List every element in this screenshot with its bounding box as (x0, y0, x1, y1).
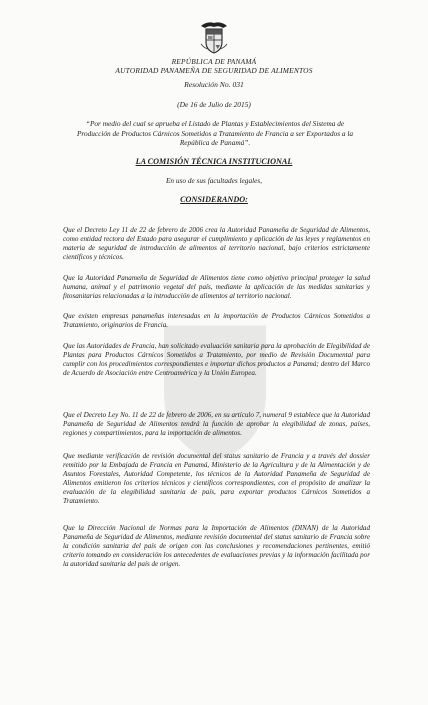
paragraph-5: Que el Decreto Ley No. 11 de 22 de febrero de 2006, en su artículo 7, numeral 9 establece que la Autoridad Panameña de Seguridad de Alimentos tendrá la función de aprobar la elegibilidad de zonas, países, regiones y compartimientos, para la importación de alimentos. (63, 411, 370, 438)
paragraph-4: Que las Autoridades de Francia, han solicitado evaluación sanitaria para la aprobación de Elegibilidad de Plantas para Productos Cárnicos Sometidos a Tratamiento, por medio de Revisión Documental para cumplir con los procedimientos correspondientes e importar dichos productos a Panamá; dentro del Marco de Acuerdo de Asociación entre Centroamérica y la Unión Europea. (63, 342, 370, 378)
coat-of-arms-seal (199, 20, 229, 54)
paragraph-7: Que la Dirección Nacional de Normas para la Importación de Alimentos (DINAN) de la Autoridad Panameña de Seguridad de Alimentos, mediante revisión documental del status sanitario de Francia sobre la condición sanitaria del país de origen con las conclusiones y recomendaciones pertinentes, emitió criterio tomando en consideración los antecedentes de evaluaciones previas y la información facilitada por la autoridad sanitaria del país de origen. (63, 524, 370, 569)
faculties-line: En uso de sus facultades legales, (165, 176, 263, 185)
paragraph-6: Que mediante verificación de revisión documental del status sanitario de Francia y a través del dossier remitido por la Embajada de Francia en Panamá, Ministerio de la Agricultura y de la Alimentación y de Asuntos Forestales, Autoridad Competente, los técnicos de la Autoridad Panameña de Seguridad de Alimentos emitieron los criterios técnicos y científicos correspondientes, con el propósito de analizar la evaluación de la elegibilidad sanitaria de país, para exportar productos Cárnicos Sometidos a Tratamiento. (63, 452, 370, 506)
paragraph-2: Que la Autoridad Panameña de Seguridad de Alimentos tiene como objetivo principal proteger la salud humana, animal y el patrimonio vegetal del país, mediante la aplicación de las medidas sanitarias y fitosanitarias relacionadas a la introducción de alimentos al territorio nacional. (63, 274, 370, 301)
paragraph-1: Que el Decreto Ley 11 de 22 de febrero de 2006 crea la Autoridad Panameña de Seguridad de Alimentos, como entidad rectora del Estado para asegurar el cumplimiento y aplicación de las leyes y reglamentos en materia de seguridad de introducción de alimentos al territorio nacional, bajo criterios estrictamente científicos y técnicos. (63, 226, 370, 262)
country-heading: REPÚBLICA DE PANAMÁ (171, 57, 257, 66)
resolution-number: Resolución No. 031 (184, 80, 244, 89)
commission-heading: LA COMISIÓN TÉCNICA INSTITUCIONAL (135, 157, 293, 166)
considering-heading: CONSIDERANDO: (180, 195, 248, 204)
authority-heading: AUTORIDAD PANAMEÑA DE SEGURIDAD DE ALIMENTOS (115, 66, 313, 75)
resolution-date: (De 16 de Julio de 2015) (177, 100, 251, 109)
paragraph-3: Que existen empresas panameñas interesadas en la importación de Productos Cárnicos Sometidos a Tratamiento, originarios de Francia. (63, 312, 370, 330)
resolution-subject: “Por medio del cual se aprueba el Listado de Plantas y Establecimientos del Sistema de Producción de Productos Cárnicos Sometidos a Tratamiento de Francia a ser Exportados a la República de Panamá”. (76, 119, 354, 148)
